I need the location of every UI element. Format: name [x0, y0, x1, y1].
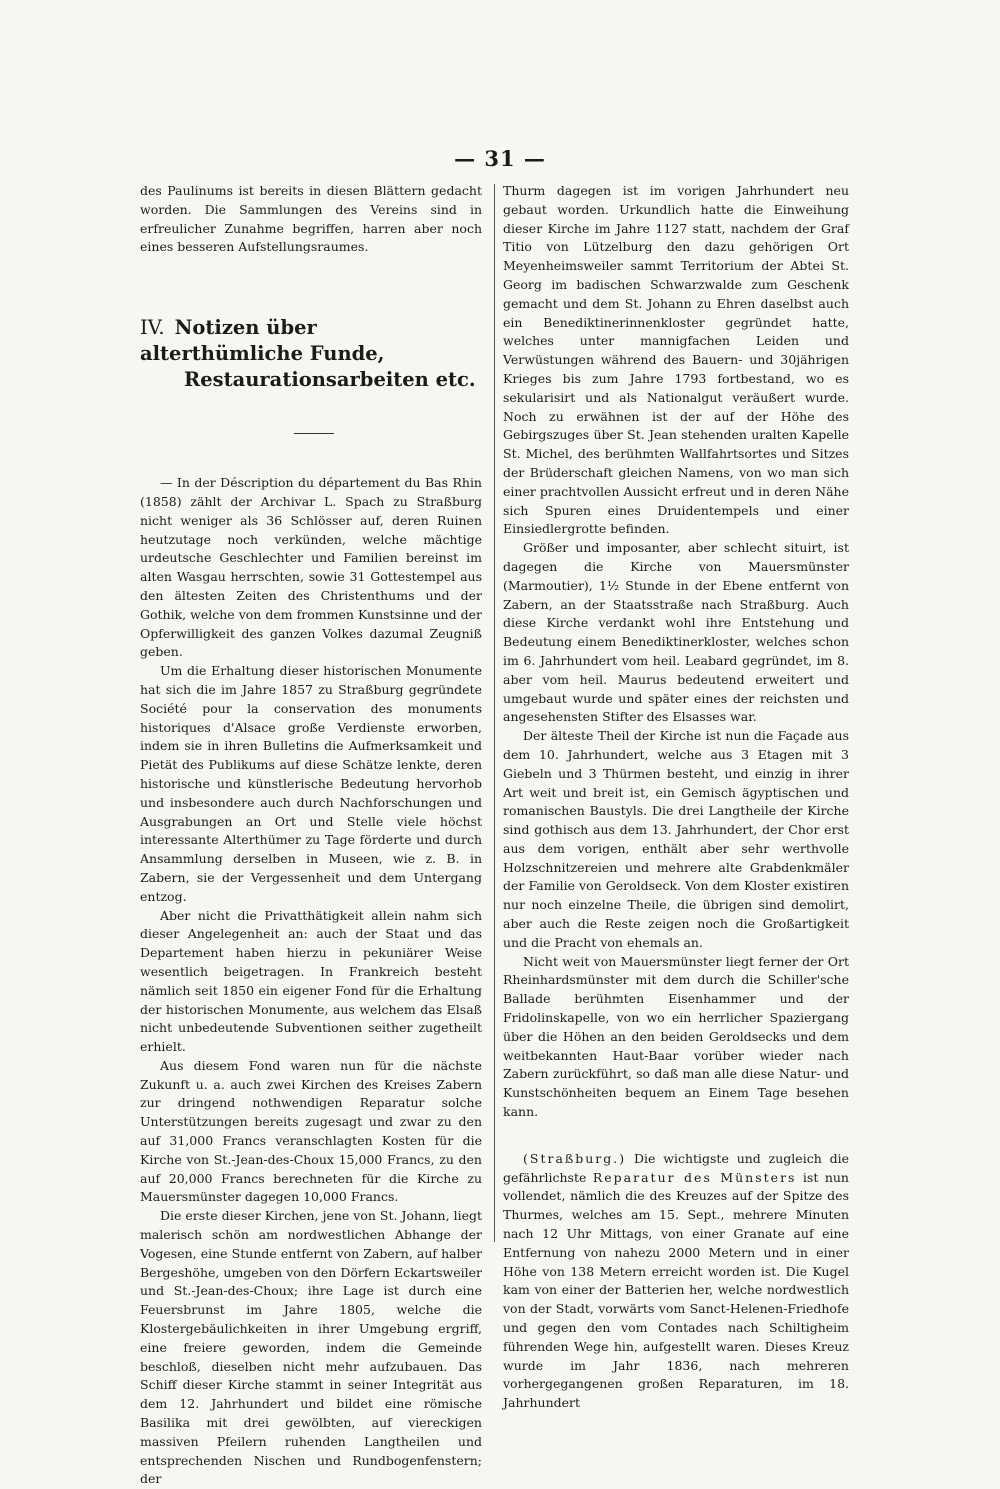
body-paragraph: Der älteste Theil der Kirche ist nun die Façade aus dem 10. Jahrhundert, welche aus 3 Etagen mit 3 Giebeln und 3 Thürmen besteht, und einzig in ihrer Art weit und breit ist, ein Gemisch ägyptischen und romanischen Baustyls. Die drei Langtheile der Kirche sind gothisch aus dem 13. Jahrhundert, der Chor erst aus dem vorigen, enthält aber sehr werthvolle Holzschnitzereien und mehrere alte Grabdenkmäler der Familie von Geroldseck. Von dem Kloster existiren nur noch einzelne Theile, die übrigen sind demolirt, aber auch die Reste zeigen noch die Großartigkeit und die Pracht von ehemals an.: [503, 728, 849, 950]
column-divider: [494, 184, 495, 1242]
body-paragraph: — In der Déscription du département du Bas Rhin (1858) zählt der Archivar L. Spach zu Straßburg nicht weniger als 36 Schlösser auf, deren Ruinen heutzutage noch verkünden, welche mächtige urdeutsche Geschlechter und Familien bereinst im alten Wasgau herrschten, sowie 31 Gottestempel aus den ältesten Zeiten des Christenthums und der Gothik, welche von dem frommen Kunstsinne und der Opferwilligkeit des ganzen Volkes dazumal Zeugniß geben.: [140, 475, 482, 660]
strassburg-text-b: ist nun vollendet, nämlich die des Kreuzes auf der Spitze des Thurmes, welches am 15. Sept., mehrere Minuten nach 12 Uhr Mittags, von einer Granate auf eine Entfernung von nahezu 2000 Metern und in einer Höhe von 138 Metern erreicht worden ist. Die Kugel kam von einer der Batterien her, welche nordwestlich von der Stadt, vorwärts vom Sanct-Helenen-Friedhofe und gegen den vom Contades nach Schiltigheim führenden Wege hin, aufgestellt waren. Dieses Kreuz wurde im Jahr 1836, nach mehreren vorhergegangenen großen Reparaturen, im 18. Jahrhundert: [503, 1169, 849, 1411]
section-title-line1: Notizen über alterthümliche Funde,: [140, 316, 385, 366]
body-paragraph: Um die Erhaltung dieser historischen Monumente hat sich die im Jahre 1857 zu Straßburg gegründete Société pour la conservation des monuments historiques d'Alsace große Verdienste erworben, indem sie in ihren Bulletins die Aufmerksamkeit und Pietät des Publikums auf diese Schätze lenkte, deren historische und künstlerische Bedeutung hervorhob und insbesondere auch durch Nachforschungen und Ausgrabungen an Ort und Stelle viele höchst interessante Alterthümer zu Tage förderte und durch Ansammlung derselben in Museen, wie z. B. in Zabern, sie der Vergessenheit und dem Untergang entzog.: [140, 663, 482, 904]
section-number: IV.: [140, 316, 165, 340]
section-title-line2: Restaurationsarbeiten etc.: [184, 368, 476, 392]
right-column: [503, 182, 849, 1413]
strassburg-paragraph: [503, 1150, 849, 1413]
strassburg-label: (Straßburg.): [523, 1150, 627, 1166]
strassburg-text-a: Die wichtigste und zugleich die gefährlichste: [503, 1150, 849, 1185]
paragraph-spacer: [503, 1122, 849, 1150]
body-paragraph: Die erste dieser Kirchen, jene von St. Johann, liegt malerisch schön am nordwestlichen Abhange der Vogesen, eine Stunde entfernt von Zabern, auf halber Bergeshöhe, umgeben von den Dörfern Eckartsweiler und St.-Jean-des-Choux; ihre Lage ist durch eine Feuersbrunst im Jahre 1805, welche die Klostergebäulichkeiten in ihrer Umgebung ergriff, eine freiere geworden, indem die Gemeinde beschloß, dieselben nicht mehr aufzubauen. Das Schiff dieser Kirche stammt in seiner Integrität aus dem 12. Jahrhundert und bildet eine römische Basilika mit drei gewölbten, auf viereckigen massiven Pfeilern ruhenden Langtheilen und entsprechenden Nischen und Rundbogenfenstern; der: [140, 1208, 482, 1487]
page-number: — 31 —: [454, 146, 546, 171]
body-paragraph: Aber nicht die Privatthätigkeit allein nahm sich dieser Angelegenheit an: auch der Staat und das Departement haben hierzu in pekuniärer Weise wesentlich beigetragen. In Frankreich besteht nämlich seit 1850 ein eigener Fond für die Erhaltung der historischen Monumente, aus welchem das Elsaß nicht unbedeutende Subventionen seither zugetheilt erhielt.: [140, 907, 482, 1055]
body-paragraph: Größer und imposanter, aber schlecht situirt, ist dagegen die Kirche von Mauersmünster (Marmoutier), 1½ Stunde in der Ebene entfernt von Zabern, an der Staatsstraße nach Straßburg. Auch diese Kirche verdankt wohl ihre Entstehung und Bedeutung einem Benediktinerkloster, welches schon im 6. Jahrhundert vom heil. Leabard gegründet, im 8. aber vom heil. Maurus bedeutend erweitert und umgebaut wurde und später eines der reichsten und angesehensten Stifter des Elsasses war.: [503, 540, 849, 725]
body-paragraph: Aus diesem Fond waren nun für die nächste Zukunft u. a. auch zwei Kirchen des Kreises Zabern zur dringend nothwendigen Reparatur solche Unterstützungen bereits zugesagt und zwar zu den auf 31,000 Francs veranschlagten Kosten für die Kirche von St.-Jean-des-Choux 15,000 Francs, zu den auf 20,000 Francs berechneten für die Kirche zu Mauersmünster dagegen 10,000 Francs.: [140, 1057, 482, 1205]
section-rule: [294, 433, 334, 434]
left-column: [140, 182, 482, 1489]
body-paragraph: Nicht weit von Mauersmünster liegt ferner der Ort Rheinhardsmünster mit dem durch die Schiller'sche Ballade berühmten Eisenhammer und der Fridolinskapelle, von wo ein herrlicher Spaziergang über die Höhen an den beiden Geroldsecks und dem weitbekannten Haut-Baar vorüber wieder nach Zabern zurückführt, so daß man alle diese Natur- und Kunstschönheiten bequem an Einem Tage besehen kann.: [503, 953, 849, 1120]
body-paragraph: Thurm dagegen ist im vorigen Jahrhundert neu gebaut worden. Urkundlich hatte die Einweihung dieser Kirche im Jahre 1127 statt, nachdem der Graf Titio von Lützelburg den dazu gehörigen Ort Meyenheimsweiler sammt Territorium der Abtei St. Georg im badischen Schwarzwalde zum Geschenk gemacht und dem St. Johann zu Ehren daselbst auch ein Benediktinerinnenkloster gegründet hatte, welches unter mannigfachen Leiden und Verwüstungen während des Bauern- und 30jährigen Krieges bis zum Jahre 1793 fortbestand, wo es sekularisirt und als Nationalgut veräußert wurde. Noch zu erwähnen ist der auf der Höhe des Gebirgszuges über St. Jean stehenden uralten Kapelle St. Michel, des berühmten Wallfahrtsortes und Sitzes der Brüderschaft gleichen Namens, von wo man sich einer prachtvollen Aussicht erfreut und in deren Nähe sich Spuren eines Druidentempels und einer Einsiedlergrotte befinden.: [503, 183, 849, 537]
strassburg-spaced-text: Reparatur des Münsters: [592, 1169, 797, 1185]
section-heading: [140, 315, 482, 393]
intro-paragraph: des Paulinums ist bereits in diesen Blättern gedacht worden. Die Sammlungen des Vereins sind in erfreulicher Zunahme begriffen, harren aber noch eines besseren Aufstellungsraumes.: [140, 183, 482, 255]
